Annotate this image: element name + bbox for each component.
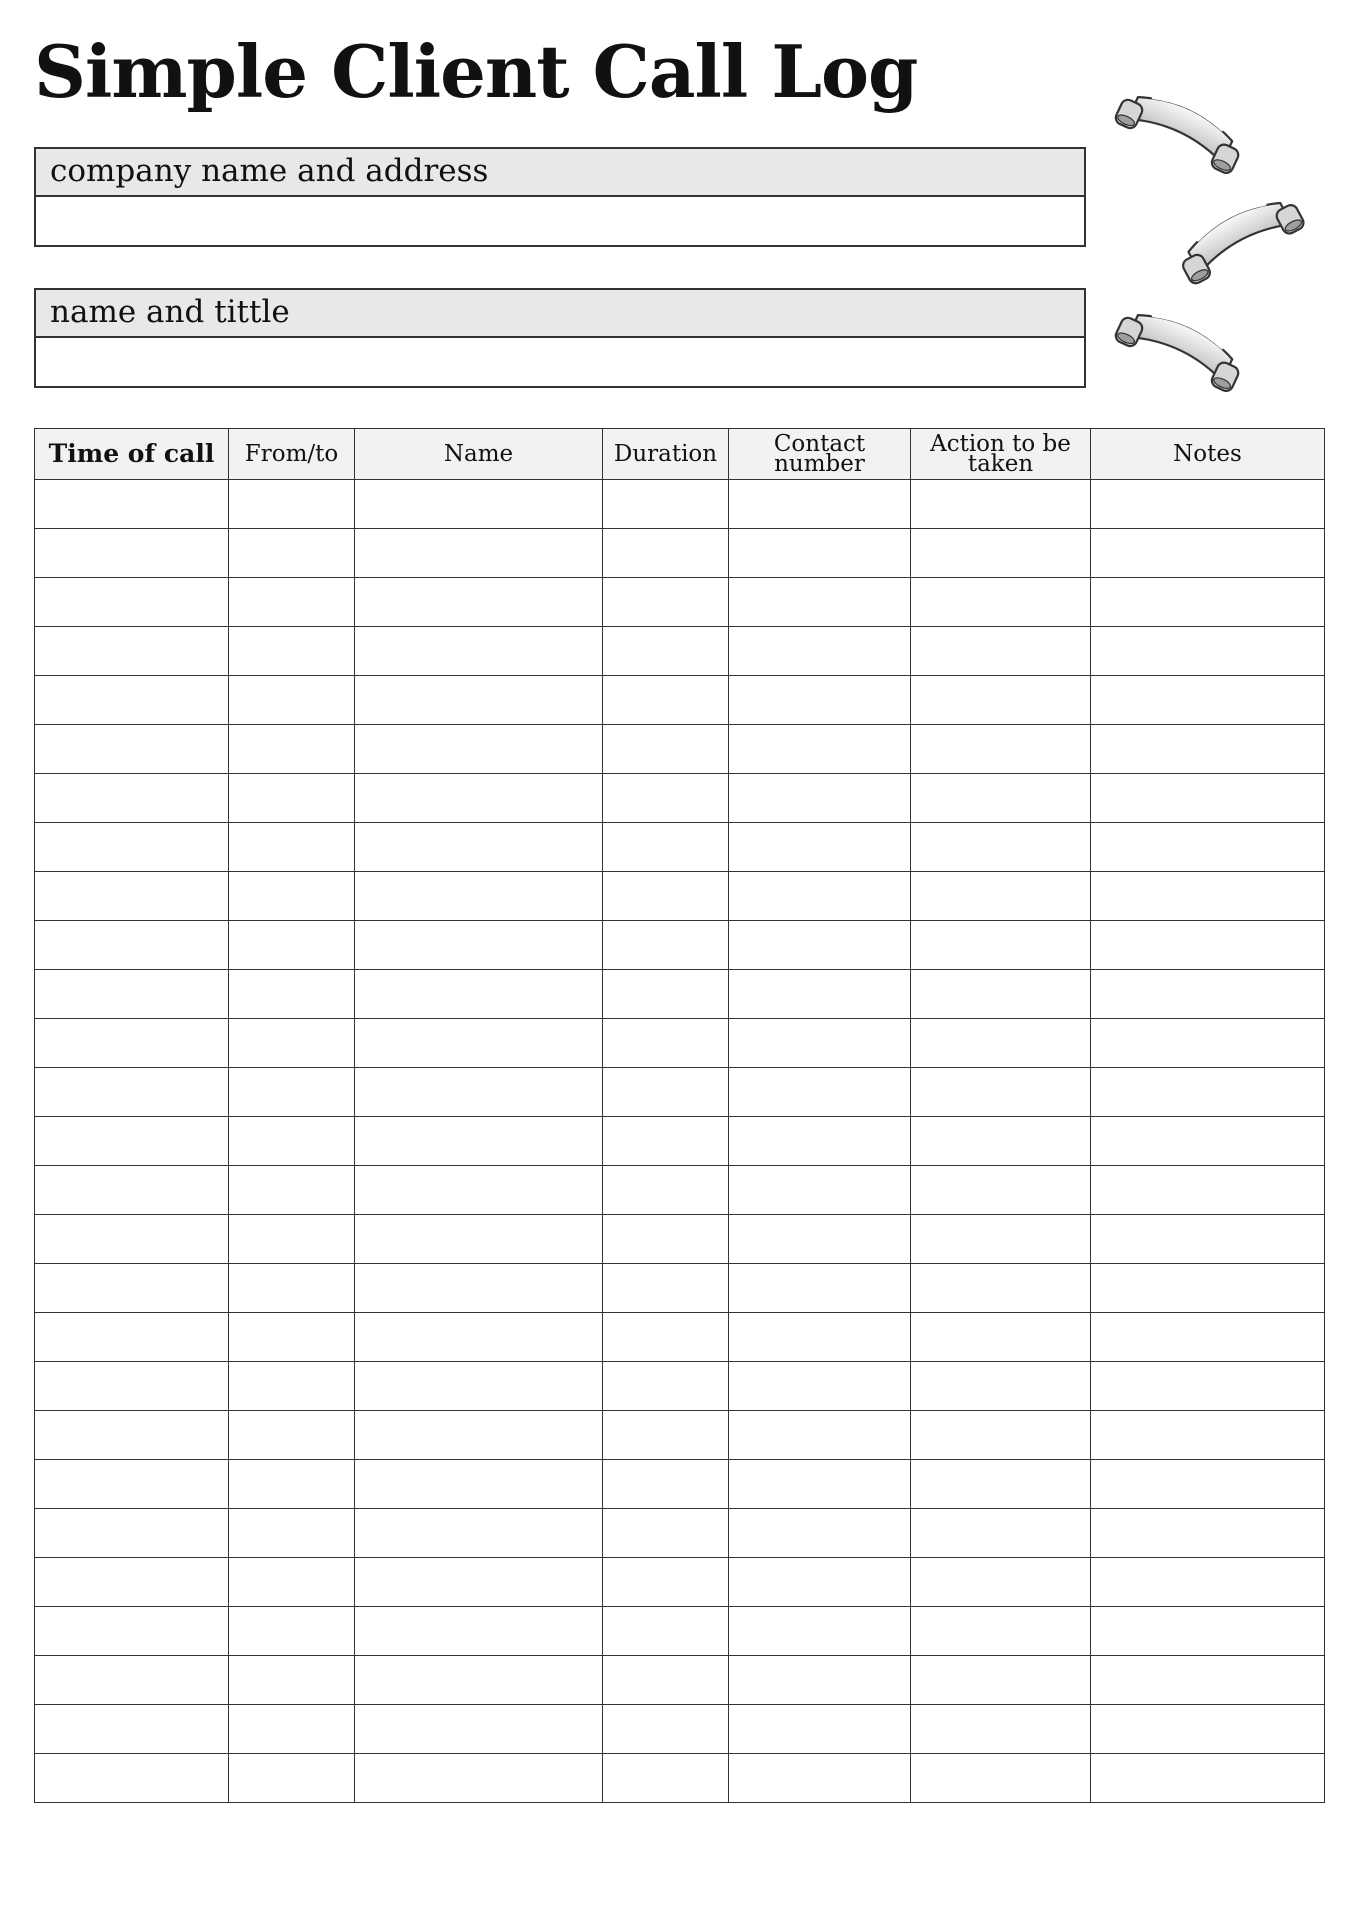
table-row [35,1313,1325,1362]
table-row [35,676,1325,725]
cell-duration[interactable] [603,1264,729,1313]
cell-notes[interactable] [1091,627,1325,676]
cell-time-of-call[interactable] [35,1313,229,1362]
cell-duration[interactable] [603,1411,729,1460]
cell-notes[interactable] [1091,1509,1325,1558]
cell-notes[interactable] [1091,872,1325,921]
table-row [35,529,1325,578]
cell-time-of-call[interactable] [35,578,229,627]
cell-contact-number[interactable] [729,1019,911,1068]
cell-notes[interactable] [1091,1362,1325,1411]
cell-name[interactable] [355,1411,603,1460]
cell-time-of-call[interactable] [35,1705,229,1754]
table-row [35,1264,1325,1313]
cell-from-to[interactable] [229,725,355,774]
cell-name[interactable] [355,578,603,627]
column-header-name: Name [355,429,603,480]
cell-from-to[interactable] [229,1166,355,1215]
cell-name[interactable] [355,1607,603,1656]
cell-name[interactable] [355,627,603,676]
cell-notes[interactable] [1091,1313,1325,1362]
table-row [35,1411,1325,1460]
cell-from-to[interactable] [229,1019,355,1068]
cell-from-to[interactable] [229,823,355,872]
cell-time-of-call[interactable] [35,1264,229,1313]
cell-duration[interactable] [603,1754,729,1803]
cell-action-to-be-taken[interactable] [911,1705,1091,1754]
cell-duration[interactable] [603,1117,729,1166]
cell-contact-number[interactable] [729,1166,911,1215]
cell-notes[interactable] [1091,1656,1325,1705]
cell-duration[interactable] [603,872,729,921]
cell-contact-number[interactable] [729,1411,911,1460]
column-header-notes: Notes [1091,429,1325,480]
cell-from-to[interactable] [229,1656,355,1705]
cell-name[interactable] [355,1460,603,1509]
table-row [35,1509,1325,1558]
cell-contact-number[interactable] [729,578,911,627]
cell-notes[interactable] [1091,1019,1325,1068]
cell-contact-number[interactable] [729,1558,911,1607]
cell-name[interactable] [355,1068,603,1117]
phone-handset-icon [1114,299,1249,393]
cell-duration[interactable] [603,921,729,970]
cell-name[interactable] [355,1019,603,1068]
table-row [35,627,1325,676]
cell-contact-number[interactable] [729,1509,911,1558]
cell-from-to[interactable] [229,1117,355,1166]
cell-from-to[interactable] [229,921,355,970]
cell-action-to-be-taken[interactable] [911,725,1091,774]
cell-name[interactable] [355,480,603,529]
table-row [35,1068,1325,1117]
cell-time-of-call[interactable] [35,1117,229,1166]
table-row [35,578,1325,627]
table-row [35,1019,1325,1068]
cell-name[interactable] [355,1705,603,1754]
cell-action-to-be-taken[interactable] [911,480,1091,529]
cell-duration[interactable] [603,1656,729,1705]
cell-duration[interactable] [603,1215,729,1264]
cell-name[interactable] [355,1215,603,1264]
cell-from-to[interactable] [229,1607,355,1656]
cell-name[interactable] [355,1509,603,1558]
cell-contact-number[interactable] [729,1117,911,1166]
cell-name[interactable] [355,1313,603,1362]
cell-notes[interactable] [1091,774,1325,823]
cell-contact-number[interactable] [729,1068,911,1117]
cell-from-to[interactable] [229,1215,355,1264]
name-title-box [34,288,1086,388]
cell-time-of-call[interactable] [35,872,229,921]
cell-from-to[interactable] [229,1068,355,1117]
cell-time-of-call[interactable] [35,1068,229,1117]
cell-from-to[interactable] [229,1313,355,1362]
cell-time-of-call[interactable] [35,1509,229,1558]
cell-action-to-be-taken[interactable] [911,1362,1091,1411]
cell-contact-number[interactable] [729,480,911,529]
cell-contact-number[interactable] [729,1264,911,1313]
cell-duration[interactable] [603,1705,729,1754]
cell-action-to-be-taken[interactable] [911,1754,1091,1803]
cell-name[interactable] [355,970,603,1019]
cell-action-to-be-taken[interactable] [911,1019,1091,1068]
cell-contact-number[interactable] [729,1313,911,1362]
name-title-field[interactable] [36,338,1084,386]
cell-contact-number[interactable] [729,529,911,578]
cell-from-to[interactable] [229,1264,355,1313]
cell-duration[interactable] [603,1019,729,1068]
cell-notes[interactable] [1091,1754,1325,1803]
cell-time-of-call[interactable] [35,676,229,725]
cell-action-to-be-taken[interactable] [911,1166,1091,1215]
cell-contact-number[interactable] [729,1705,911,1754]
cell-action-to-be-taken[interactable] [911,627,1091,676]
cell-name[interactable] [355,676,603,725]
cell-notes[interactable] [1091,480,1325,529]
cell-action-to-be-taken[interactable] [911,578,1091,627]
table-row [35,1215,1325,1264]
cell-time-of-call[interactable] [35,1166,229,1215]
cell-contact-number[interactable] [729,774,911,823]
cell-name[interactable] [355,1264,603,1313]
cell-from-to[interactable] [229,1754,355,1803]
cell-from-to[interactable] [229,529,355,578]
table-row [35,1117,1325,1166]
cell-from-to[interactable] [229,627,355,676]
table-row [35,1656,1325,1705]
cell-from-to[interactable] [229,1411,355,1460]
cell-contact-number[interactable] [729,1754,911,1803]
cell-notes[interactable] [1091,725,1325,774]
cell-duration[interactable] [603,1313,729,1362]
column-header-duration: Duration [603,429,729,480]
cell-notes[interactable] [1091,970,1325,1019]
cell-duration[interactable] [603,480,729,529]
cell-action-to-be-taken[interactable] [911,970,1091,1019]
phones-illustration [1100,78,1330,398]
cell-notes[interactable] [1091,1411,1325,1460]
cell-contact-number[interactable] [729,725,911,774]
cell-contact-number[interactable] [729,970,911,1019]
cell-contact-number[interactable] [729,823,911,872]
cell-time-of-call[interactable] [35,970,229,1019]
cell-time-of-call[interactable] [35,1411,229,1460]
cell-time-of-call[interactable] [35,480,229,529]
cell-name[interactable] [355,774,603,823]
cell-action-to-be-taken[interactable] [911,823,1091,872]
cell-notes[interactable] [1091,578,1325,627]
cell-action-to-be-taken[interactable] [911,1068,1091,1117]
cell-notes[interactable] [1091,1460,1325,1509]
table-row [35,970,1325,1019]
cell-time-of-call[interactable] [35,1362,229,1411]
table-row [35,480,1325,529]
call-log-body [35,480,1325,1803]
cell-time-of-call[interactable] [35,725,229,774]
company-name-address-box [34,147,1086,247]
cell-action-to-be-taken[interactable] [911,1117,1091,1166]
cell-notes[interactable] [1091,823,1325,872]
cell-duration[interactable] [603,823,729,872]
cell-duration[interactable] [603,1509,729,1558]
table-row [35,774,1325,823]
cell-name[interactable] [355,872,603,921]
cell-notes[interactable] [1091,1607,1325,1656]
cell-duration[interactable] [603,1460,729,1509]
table-row [35,1705,1325,1754]
cell-time-of-call[interactable] [35,921,229,970]
table-row [35,1607,1325,1656]
cell-contact-number[interactable] [729,1656,911,1705]
call-log-table [34,428,1325,1803]
table-row [35,1558,1325,1607]
cell-notes[interactable] [1091,1558,1325,1607]
cell-contact-number[interactable] [729,872,911,921]
cell-from-to[interactable] [229,1460,355,1509]
cell-time-of-call[interactable] [35,1460,229,1509]
cell-name[interactable] [355,725,603,774]
cell-contact-number[interactable] [729,676,911,725]
cell-name[interactable] [355,823,603,872]
cell-time-of-call[interactable] [35,627,229,676]
cell-notes[interactable] [1091,1705,1325,1754]
phone-handset-icon [1114,81,1249,175]
cell-contact-number[interactable] [729,1460,911,1509]
table-row [35,1166,1325,1215]
cell-from-to[interactable] [229,480,355,529]
cell-duration[interactable] [603,1166,729,1215]
cell-notes[interactable] [1091,1215,1325,1264]
cell-action-to-be-taken[interactable] [911,676,1091,725]
cell-action-to-be-taken[interactable] [911,1656,1091,1705]
cell-name[interactable] [355,921,603,970]
phone-handset-icon [1172,187,1306,286]
cell-duration[interactable] [603,1607,729,1656]
cell-time-of-call[interactable] [35,1754,229,1803]
cell-notes[interactable] [1091,676,1325,725]
cell-duration[interactable] [603,970,729,1019]
cell-action-to-be-taken[interactable] [911,774,1091,823]
cell-action-to-be-taken[interactable] [911,1460,1091,1509]
name-title-label: name and tittle [36,290,1084,338]
cell-notes[interactable] [1091,1166,1325,1215]
cell-duration[interactable] [603,774,729,823]
company-name-address-label: company name and address [36,149,1084,197]
cell-name[interactable] [355,529,603,578]
cell-from-to[interactable] [229,1509,355,1558]
table-row [35,1460,1325,1509]
cell-name[interactable] [355,1656,603,1705]
cell-from-to[interactable] [229,774,355,823]
cell-notes[interactable] [1091,529,1325,578]
cell-from-to[interactable] [229,1362,355,1411]
page-title: Simple Client Call Log [34,29,918,114]
table-row [35,1362,1325,1411]
cell-action-to-be-taken[interactable] [911,1509,1091,1558]
column-header-from-to: From/to [229,429,355,480]
cell-time-of-call[interactable] [35,1656,229,1705]
table-row [35,921,1325,970]
cell-duration[interactable] [603,578,729,627]
cell-contact-number[interactable] [729,1607,911,1656]
cell-name[interactable] [355,1166,603,1215]
cell-name[interactable] [355,1558,603,1607]
cell-duration[interactable] [603,1068,729,1117]
cell-time-of-call[interactable] [35,823,229,872]
cell-action-to-be-taken[interactable] [911,1313,1091,1362]
cell-time-of-call[interactable] [35,1215,229,1264]
cell-action-to-be-taken[interactable] [911,1607,1091,1656]
column-header-time-of-call: Time of call [35,429,229,480]
cell-action-to-be-taken[interactable] [911,529,1091,578]
cell-action-to-be-taken[interactable] [911,1264,1091,1313]
cell-duration[interactable] [603,529,729,578]
cell-from-to[interactable] [229,578,355,627]
cell-notes[interactable] [1091,921,1325,970]
column-header-contact-number: Contact number [729,429,911,480]
cell-contact-number[interactable] [729,1215,911,1264]
cell-notes[interactable] [1091,1264,1325,1313]
cell-action-to-be-taken[interactable] [911,1215,1091,1264]
table-header-row [35,429,1325,480]
cell-contact-number[interactable] [729,1362,911,1411]
cell-time-of-call[interactable] [35,1558,229,1607]
cell-notes[interactable] [1091,1117,1325,1166]
column-header-action-to-be-taken: Action to be taken [911,429,1091,480]
cell-from-to[interactable] [229,1558,355,1607]
company-name-address-field[interactable] [36,197,1084,245]
cell-contact-number[interactable] [729,921,911,970]
cell-notes[interactable] [1091,1068,1325,1117]
cell-duration[interactable] [603,676,729,725]
cell-duration[interactable] [603,725,729,774]
cell-name[interactable] [355,1362,603,1411]
cell-time-of-call[interactable] [35,774,229,823]
cell-duration[interactable] [603,1362,729,1411]
cell-from-to[interactable] [229,1705,355,1754]
cell-from-to[interactable] [229,872,355,921]
cell-duration[interactable] [603,1558,729,1607]
cell-name[interactable] [355,1754,603,1803]
cell-time-of-call[interactable] [35,529,229,578]
cell-time-of-call[interactable] [35,1607,229,1656]
cell-name[interactable] [355,1117,603,1166]
table-row [35,725,1325,774]
table-row [35,872,1325,921]
cell-contact-number[interactable] [729,627,911,676]
cell-action-to-be-taken[interactable] [911,1411,1091,1460]
cell-action-to-be-taken[interactable] [911,921,1091,970]
cell-duration[interactable] [603,627,729,676]
cell-action-to-be-taken[interactable] [911,1558,1091,1607]
cell-from-to[interactable] [229,970,355,1019]
cell-action-to-be-taken[interactable] [911,872,1091,921]
table-row [35,823,1325,872]
table-row [35,1754,1325,1803]
cell-from-to[interactable] [229,676,355,725]
cell-time-of-call[interactable] [35,1019,229,1068]
